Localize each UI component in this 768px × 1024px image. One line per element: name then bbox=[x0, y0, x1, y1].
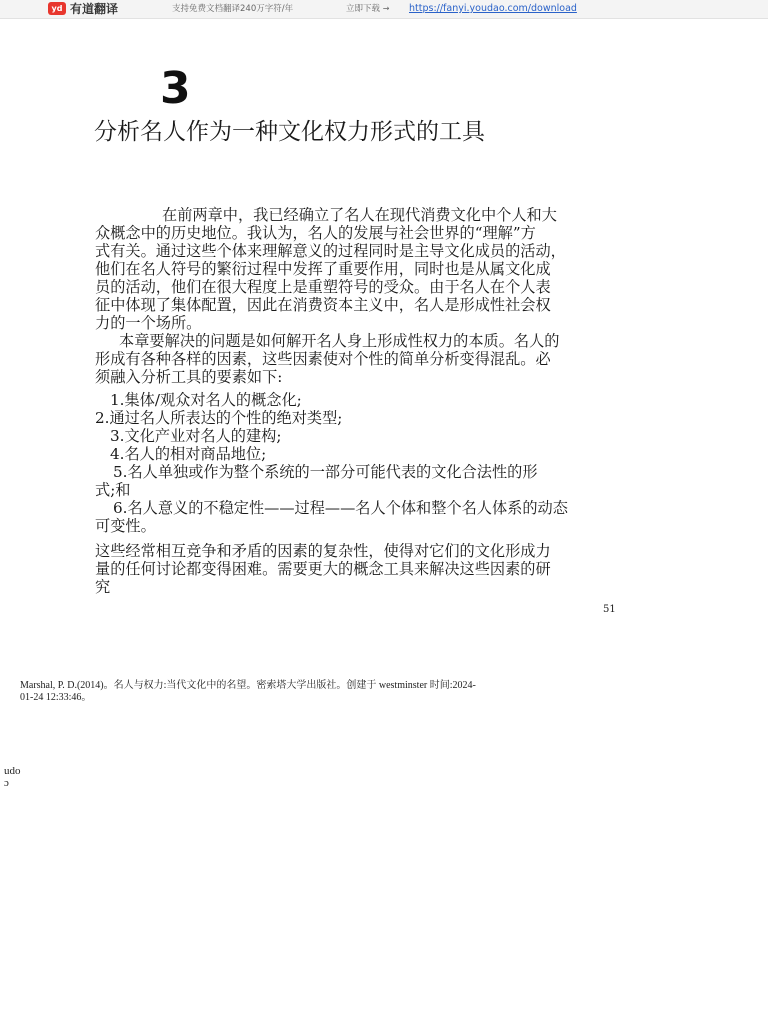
paragraph-line: 式有关。通过这些个体来理解意义的过程同时是主导文化成员的活动， bbox=[95, 242, 566, 260]
list-item: 式;和 bbox=[95, 481, 131, 499]
arrow-right-icon: → bbox=[382, 4, 390, 13]
paragraph-line: 众概念中的历史地位。我认为，名人的发展与社会世界的“理解”方 bbox=[95, 224, 536, 242]
list-item: 可变性。 bbox=[95, 517, 156, 535]
stray-text: ɔ bbox=[4, 777, 9, 789]
page-number: 51 bbox=[603, 604, 616, 615]
chapter-title: 分析名人作为一种文化权力形式的工具 bbox=[94, 119, 485, 145]
chapter-number: 3 bbox=[160, 63, 191, 114]
list-item: 3.文化产业对名人的建构; bbox=[110, 427, 282, 445]
list-item: 2.通过名人所表达的个性的绝对类型; bbox=[95, 409, 343, 427]
youdao-banner bbox=[0, 0, 768, 19]
paragraph-line: 在前两章中，我已经确立了名人在现代消费文化中个人和大 bbox=[162, 206, 557, 224]
list-item: 6.名人意义的不稳定性——过程——名人个体和整个名人体系的动态 bbox=[113, 499, 568, 517]
paragraph-line: 员的活动，他们在很大程度上是重塑符号的受众。由于名人在个人表 bbox=[95, 278, 551, 296]
download-label-text: 立即下载 bbox=[346, 4, 381, 14]
paragraph-line: 须融入分析工具的要素如下: bbox=[95, 368, 283, 386]
paragraph-line: 本章要解决的问题是如何解开名人身上形成性权力的本质。名人的 bbox=[119, 332, 560, 350]
paragraph-line: 形成有各种各样的因素，这些因素使对个性的简单分析变得混乱。必 bbox=[95, 350, 551, 368]
download-label[interactable] bbox=[346, 3, 389, 15]
list-item: 5.名人单独或作为整个系统的一部分可能代表的文化合法性的形 bbox=[113, 463, 538, 481]
paragraph-line: 征中体现了集体配置，因此在消费资本主义中，名人是形成性社会权 bbox=[95, 296, 551, 314]
paragraph-line: 量的任何讨论都变得困难。需要更大的概念工具来解决这些因素的研 bbox=[95, 560, 551, 578]
paragraph-line: 这些经常相互竞争和矛盾的因素的复杂性，使得对它们的文化形成力 bbox=[95, 542, 551, 560]
download-link[interactable]: https://fanyi.youdao.com/download bbox=[409, 3, 577, 14]
paragraph-line: 他们在名人符号的繁衍过程中发挥了重要作用，同时也是从属文化成 bbox=[95, 260, 551, 278]
youdao-logo-icon: yd bbox=[48, 2, 66, 15]
paragraph-line: 究 bbox=[95, 578, 111, 596]
stray-text: udo bbox=[4, 765, 21, 777]
citation-line: Marshal, P. D.(2014)。名人与权力:当代文化中的名望。密索塔大学出版社。创建于 westminster 时间:2024- bbox=[20, 680, 476, 691]
brand-name: 有道翻译 bbox=[70, 2, 119, 16]
citation-line: 01-24 12:33:46。 bbox=[20, 692, 92, 703]
paragraph-line: 力的一个场所。 bbox=[95, 314, 202, 332]
list-item: 1.集体/观众对名人的概念化; bbox=[110, 391, 302, 409]
promo-text: 支持免费文档翻译240万字符/年 bbox=[172, 4, 294, 14]
list-item: 4.名人的相对商品地位; bbox=[110, 445, 267, 463]
